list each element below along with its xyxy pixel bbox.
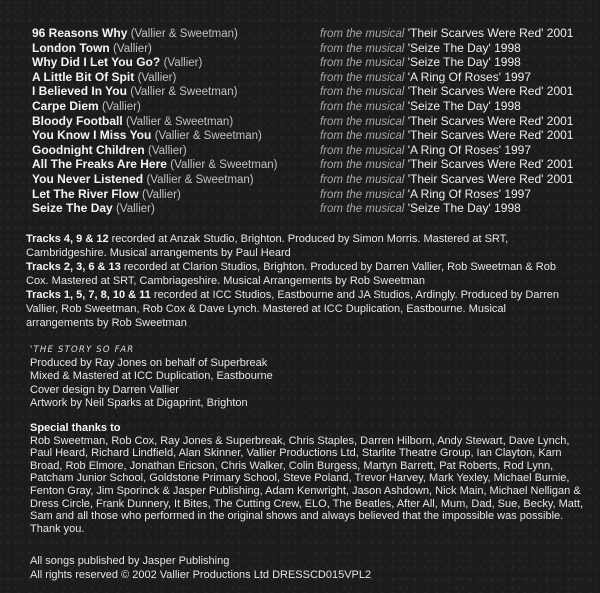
credit-line: Cover design by Darren Vallier bbox=[30, 383, 179, 396]
track-title: 96 Reasons Why bbox=[32, 26, 128, 40]
tracklist bbox=[32, 26, 592, 216]
track-writer: (Vallier) bbox=[137, 71, 177, 84]
track-row bbox=[32, 157, 592, 172]
track-from: from the musical bbox=[320, 188, 405, 201]
track-row bbox=[32, 55, 592, 70]
track-writer: (Vallier) bbox=[142, 188, 181, 201]
track-title: Why Did I Let You Go? bbox=[32, 55, 161, 70]
recording-tracks: Tracks 2, 3, 6 & 13 bbox=[26, 261, 121, 273]
special-thanks bbox=[30, 422, 585, 535]
track-from: from the musical bbox=[320, 42, 405, 55]
track-musical: 'Seize The Day' 1998 bbox=[407, 201, 521, 216]
track-title: Bloody Football bbox=[32, 113, 123, 128]
track-row bbox=[32, 84, 592, 99]
track-musical: 'Their Scarves Were Red' 2001 bbox=[407, 128, 574, 143]
thanks-heading: Special thanks to bbox=[30, 422, 121, 434]
track-from: from the musical bbox=[320, 203, 405, 216]
track-title: You Know I Miss You bbox=[32, 128, 152, 143]
track-row bbox=[32, 187, 592, 202]
track-writer: (Vallier) bbox=[148, 144, 187, 157]
recording-paragraph bbox=[26, 288, 566, 330]
track-musical: 'A Ring Of Roses' 1997 bbox=[407, 186, 532, 201]
track-row bbox=[32, 26, 592, 41]
track-writer: (Vallier) bbox=[113, 42, 152, 55]
thanks-text: Rob Sweetman, Rob Cox, Ray Jones & Superbreak, Chris Staples, Darren Hilborn, Andy Stewart, Dave Lynch, Paul Heard, Richard Lindfield, Alan Skinner, Vallier Productions Ltd, Starlite Theatre Group, Ian Clayton, Karn Broad, Rob Elmore, Jonathan Ericson, Chris Walker, Colin Burgess, Martyn Barrett, Pat Roberts, Rod Lynn, Patcham Junior School, Goldstone Primary School, Steve Poland, Trevor Harvey, Mark Yexley, Michael Burnie, Fenton Gray, Jim Sporinck & Jasper Publishing, Adam Kenwright, Jason Ashdown, Nick Main, Michael Nelligan & Dress Circle, Frank Dunnery, It Bites, The Cutting Crew, ELO, The Beatles, After All, Mum, Dad, Sue, Becky, Matt, Sam and all those who performed in the original shows and always believed that the impossible was possible. Thank you. bbox=[30, 434, 584, 535]
track-musical: 'Seize The Day' 1998 bbox=[407, 98, 521, 113]
track-writer: (Vallier) bbox=[102, 100, 141, 113]
track-title: Goodnight Children bbox=[32, 142, 145, 157]
recording-text: recorded at Clarion Studios, Brighton. Produced by Darren Vallier, Rob Sweetman & Rob Cox. Mastered at SRT, Cambriageshire. Musical Arrangements by Rob Sweetman bbox=[26, 261, 556, 287]
album-title: 'THE STORY SO FAR bbox=[30, 345, 135, 355]
track-musical: 'A Ring Of Roses' 1997 bbox=[407, 69, 532, 84]
track-musical: 'Their Scarves Were Red' 2001 bbox=[407, 26, 574, 40]
track-row bbox=[32, 41, 592, 56]
track-row bbox=[32, 114, 592, 129]
track-title: A Little Bit Of Spit bbox=[32, 69, 135, 84]
track-title: Let The River Flow bbox=[32, 186, 139, 201]
track-writer: (Vallier) bbox=[116, 203, 155, 216]
track-from: from the musical bbox=[320, 130, 405, 143]
track-writer: (Vallier & Sweetman) bbox=[146, 173, 254, 186]
track-from: from the musical bbox=[320, 57, 405, 70]
track-from: from the musical bbox=[320, 173, 405, 186]
track-title: I Believed In You bbox=[32, 84, 127, 99]
track-title: You Never Listened bbox=[32, 171, 144, 186]
track-title: Carpe Diem bbox=[32, 98, 99, 113]
recording-tracks: Tracks 1, 5, 7, 8, 10 & 11 bbox=[26, 289, 151, 301]
footer bbox=[30, 555, 585, 582]
track-title: London Town bbox=[32, 40, 110, 55]
track-row bbox=[32, 172, 592, 187]
track-writer: (Vallier & Sweetman) bbox=[130, 86, 238, 99]
track-musical: 'Seize The Day' 1998 bbox=[407, 55, 521, 70]
track-row bbox=[32, 143, 592, 158]
rights-line: All rights reserved © 2002 Vallier Productions Ltd DRESSCD015VPL2 bbox=[30, 568, 372, 581]
recording-text: recorded at Anzak Studio, Brighton. Produced by Simon Morris. Mastered at SRT, Cambridgeshire. Musical arrangements by Paul Heard bbox=[26, 233, 509, 259]
credit-line: Mixed & Mastered at ICC Duplication, Eastbourne bbox=[30, 370, 273, 383]
recording-paragraph bbox=[26, 232, 566, 260]
track-writer: (Vallier & Sweetman) bbox=[130, 28, 238, 40]
track-from: from the musical bbox=[320, 86, 405, 99]
publishing-line: All songs published by Jasper Publishing bbox=[30, 555, 230, 567]
track-musical: 'Their Scarves Were Red' 2001 bbox=[407, 171, 574, 186]
track-musical: 'Their Scarves Were Red' 2001 bbox=[407, 113, 574, 128]
track-writer: (Vallier & Sweetman) bbox=[154, 130, 262, 143]
track-from: from the musical bbox=[320, 159, 405, 172]
recording-paragraph bbox=[26, 260, 566, 288]
track-from: from the musical bbox=[320, 28, 405, 40]
album-credits bbox=[30, 344, 370, 410]
track-from: from the musical bbox=[320, 115, 405, 128]
recording-tracks: Tracks 4, 9 & 12 bbox=[26, 233, 109, 245]
track-title: Seize The Day bbox=[32, 201, 113, 216]
credit-line: Artwork by Neil Sparks at Digaprint, Brighton bbox=[30, 396, 248, 409]
track-musical: 'Their Scarves Were Red' 2001 bbox=[407, 84, 574, 99]
track-row bbox=[32, 70, 592, 85]
track-musical: 'Seize The Day' 1998 bbox=[407, 40, 521, 55]
track-writer: (Vallier & Sweetman) bbox=[126, 115, 234, 128]
credit-line: Produced by Ray Jones on behalf of Superbreak bbox=[30, 357, 268, 370]
track-musical: 'Their Scarves Were Red' 2001 bbox=[407, 157, 574, 172]
track-row bbox=[32, 201, 592, 216]
recording-text: recorded at ICC Studios, Eastbourne and JA Studios, Ardingly. Produced by Darren Vallier, Rob Sweetman, Rob Cox & Dave Lynch. Mastered at ICC Duplication, Eastbourne. Musical arrangements by Rob Sweetman bbox=[26, 289, 560, 329]
track-writer: (Vallier & Sweetman) bbox=[170, 159, 278, 172]
track-from: from the musical bbox=[320, 100, 405, 113]
track-title: All The Freaks Are Here bbox=[32, 157, 167, 172]
track-row bbox=[32, 99, 592, 114]
track-row bbox=[32, 128, 592, 143]
track-from: from the musical bbox=[320, 71, 405, 84]
recording-credits bbox=[26, 232, 566, 330]
track-writer: (Vallier) bbox=[163, 57, 203, 70]
track-musical: 'A Ring Of Roses' 1997 bbox=[407, 142, 532, 157]
track-from: from the musical bbox=[320, 144, 405, 157]
